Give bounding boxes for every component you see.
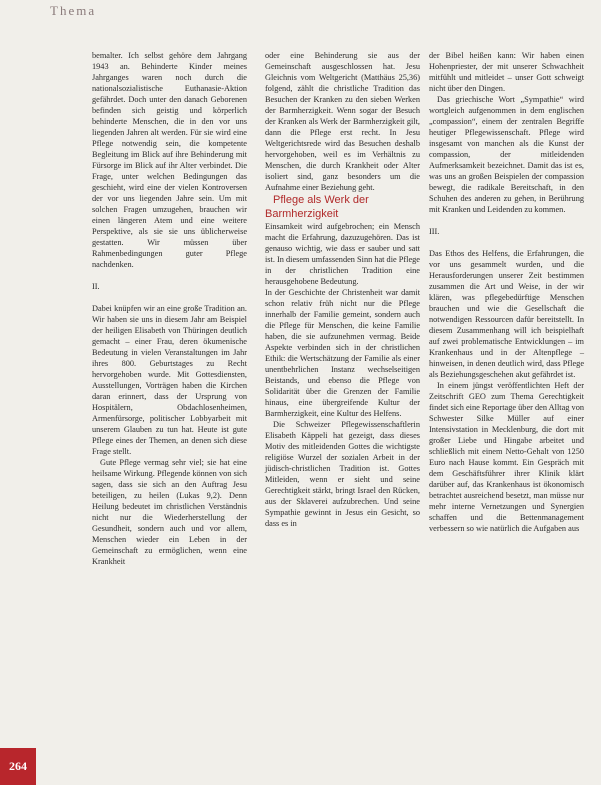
- paragraph: Das griechische Wort „Sympathie“ wird wortgleich aufgenommen in dem englischen „compassion“, einem der zentralen Begriffe heutiger Pflegewissenschaft. Pflege wird insgesamt von manchen als die Kunst der compassion, der mitleidenden Aufmerksamkeit bezeichnet. Damit das ist es, was uns an großen Beispielen der compassion bewegt, die radikale Bereitschaft, in den Schuhen des anderen zu gehen, in Berührung mit Kranken und Leidenden zu kommen.: [429, 95, 584, 214]
- paragraph: oder eine Behinderung sie aus der Gemeinschaft ausgeschlossen hat. Jesu Gleichnis vom Weltgericht (Matthäus 25,36) folgend, zählt die christliche Tradition das Besuchen der Kranken zu den sieben Werken der Barmherzigkeit. Wenn sogar der Besuch der Kranken als Werk der Barmherzigkeit gilt, dann die Pflege erst recht. In Jesu Weltgerichtsrede wird das Besuchen deshalb hervorgehoben, weil es im Verhältnis zu Menschen, die durch Krankheit oder Alter isoliert sind, ganz besonders um die Aufnahme einer Beziehung geht.: [265, 51, 420, 192]
- text-column-3: [429, 50, 584, 534]
- section-numeral: III.: [429, 227, 440, 236]
- subheading: Pflege als Werk der Barmherzigkeit: [265, 194, 369, 220]
- page-number: 264: [0, 748, 36, 785]
- paragraph: Die Schweizer Pflegewissenschaftlerin Elisabeth Käppeli hat gezeigt, dass dieses Motiv des mitleidenden Gottes die wichtigste religiöse Wurzel der sozialen Arbeit in der jüdisch-christlichen Tradition ist. Gottes Mitleiden, wenn er sieht und seine Gerechtigkeit stärkt, bringt Israel den Rücken, aus der Sklaverei aufzubrechen. Und seine Sympathie gewinnt in Jesus ein Gesicht, so dass es in: [265, 420, 420, 528]
- paragraph: Das Ethos des Helfens, die Erfahrungen, die vor uns gesammelt wurden, und die Herausforderungen unserer Zeit bestimmen zusammen die Art und Weise, in der wir klären, was pflegebedürftige Menschen brauchen und wie die Gesellschaft die notwendigen Ressourcen dafür bereitstellt. In diesem Zusammenhang will ich beispielhaft auf zwei problematische Entwicklungen – im Krankenhaus und in der Altenpflege – hinweisen, in denen deutlich wird, dass Pflege als Beziehungsgeschehen akut gefährdet ist.: [429, 249, 584, 379]
- paragraph: Einsamkeit wird aufgebrochen; ein Mensch macht die Erfahrung, dazuzugehören. Das ist genauso wichtig, wie dass er sauber und satt ist. In diesem umfassenden Sinn hat die Pflege in der christlichen Tradition eine herausgehobene Bedeutung.: [265, 222, 420, 286]
- paragraph: In einem jüngst veröffentlichten Heft der Zeitschrift GEO zum Thema Gerechtigkeit findet sich eine Reportage über den Alltag von Schwester Silke Müller auf einer Intensivstation in Mecklenburg, die dort mit großer Liebe und Hingabe arbeitet und schließlich mit einem Netto-Gehalt von 1250 Euro nach Hause kommt. Ein Gespräch mit dem Geschäftsführer ihrer Klinik klärt darüber auf, das Krankenhaus ist ökonomisch betrachtet ausreichend besetzt, man müsse nur mehr interne Vernetzungen und Synergien schaffen und die Bettenmanagement verbessern so wie natürlich die Aufgaben aus: [429, 381, 584, 533]
- section-header: Thema: [50, 3, 97, 18]
- paragraph: Gute Pflege vermag sehr viel; sie hat eine heilsame Wirkung. Pflegende können von sich sagen, dass sie sich an den Auftrag Jesu beteiligen, zu heilen (Lukas 9,2). Denn Heilung bedeutet im christlichen Verständnis nicht nur die Wiederherstellung der Gesundheit, sondern auch und vor allem, Menschen wieder ein Leben in der Gemeinschaft zu ermöglichen, wenn eine Krankheit: [92, 458, 247, 566]
- section-numeral: II.: [92, 282, 100, 291]
- paragraph: In der Geschichte der Christenheit war damit schon relativ früh nicht nur die Pflege innerhalb der Familie gemeint, sondern auch die Pflege für Menschen, die keine Familie haben, die sie aufzunehmen vermag. Beide Aspekte verbinden sich in der christlichen Ethik: die Wertschätzung der Familie als einer unentbehrlichen Instanz wechselseitigen Beistands, und ebenso die Pflege von Solidarität über die Grenzen der Familie hinaus, eine übergreifende Kultur der Barmherzigkeit, eine Kultur des Helfens.: [265, 288, 420, 418]
- paragraph: bemalter. Ich selbst gehöre dem Jahrgang 1943 an. Behinderte Kinder meines Jahrganges waren noch durch die nationalsozialistische Euthanasie-Aktion gefährdet. Doch unter den danach Geborenen befinden sich geistig und körperlich behinderte Menschen, die in den vor uns liegenden Jahren alt werden. Für sie wird eine Pflege notwendig sein, die kompetente Begleitung im Blick auf ihre Behinderung mit Fürsorge im Blick auf ihr Alter verbindet. Die Frage, unter welchen Bedingungen das geschieht, wird eine der vielen Kontroversen der vor uns liegenden Jahre sein. Um mit solchen Fragen umzugehen, brauchen wir einen längeren Atem und eine weitere Perspektive, als sie sie uns üblicherweise gestatten. Wir müssen über Rahmenbedingungen guter Pflege nachdenken.: [92, 51, 247, 269]
- paragraph: Dabei knüpfen wir an eine große Tradition an. Wir haben sie uns in diesem Jahr am Beispiel der heiligen Elisabeth von Thüringen deutlich gemacht – einer Frau, deren ökumenische Bedeutung in vielen Veranstaltungen im Jahr ihres 800. Geburtstages zu Recht hervorgehoben wurde. Mit Gottesdiensten, Ausstellungen, Vorträgen haben die Kirchen daran erinnert, dass der Ursprung von Hospitälern, Obdachlosenheimen, Armenfürsorge, politischer Lobbyarbeit mit unserem Glauben zu tun hat. Heute ist gute Pflege eines der Themen, an denen sich diese Frage stellt.: [92, 304, 247, 456]
- text-column-2: [265, 50, 420, 529]
- text-column-1: [92, 50, 247, 567]
- paragraph: der Bibel heißen kann: Wir haben einen Hohenpriester, der mit unserer Schwachheit mitfühlt und mitleidet – unser Gott schweigt nicht über den Dingen.: [429, 51, 584, 93]
